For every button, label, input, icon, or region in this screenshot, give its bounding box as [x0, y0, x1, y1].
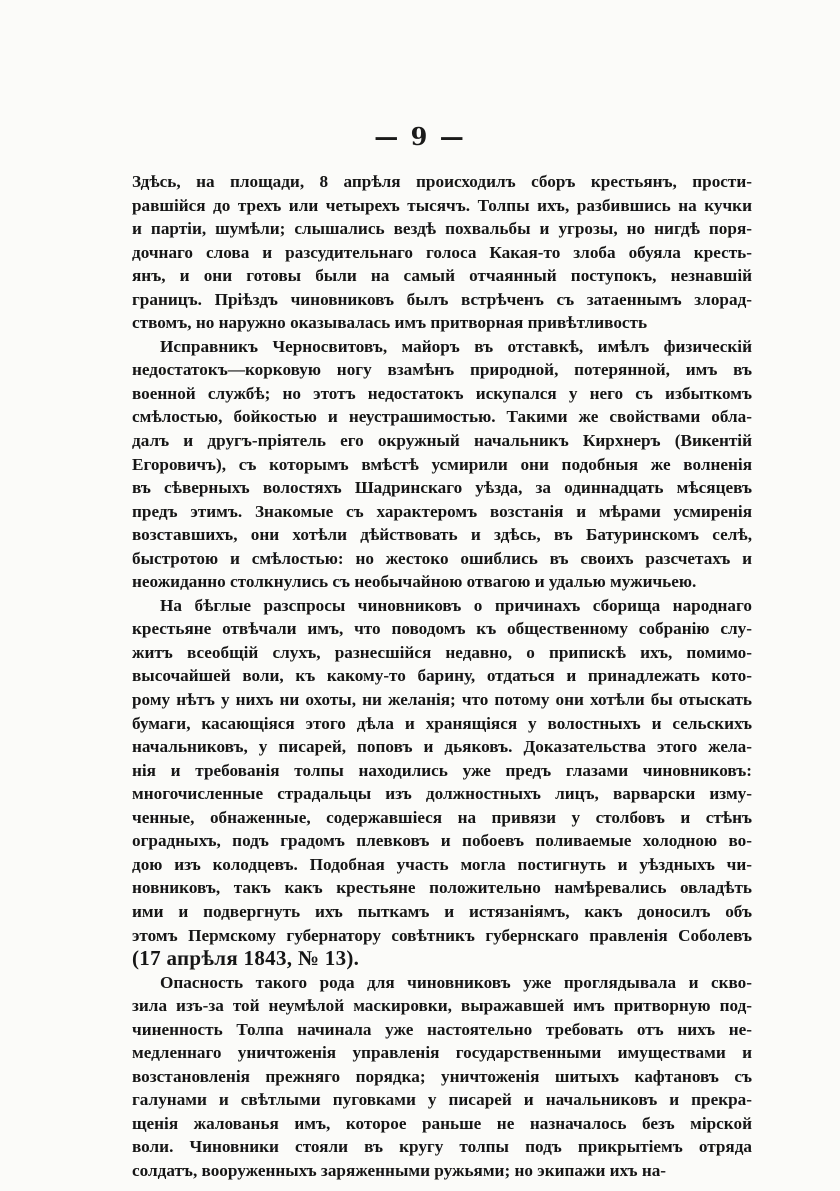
- text-line: военной службѣ; но этотъ недостатокъ искупался у него съ избыткомъ: [132, 383, 752, 403]
- text-line: солдатъ, вооруженныхъ заряженными ружьями; но экипажи ихъ на-: [132, 1160, 667, 1180]
- text-line: смѣлостью, бойкостью и неустрашимостью. Такими же свойствами обла-: [132, 407, 752, 427]
- text-line: новниковъ, такъ какъ крестьяне положительно намѣревались овладѣть: [132, 878, 752, 898]
- text-line: оградныхъ, подъ градомъ плевковъ и побоевъ поливаемые холодною во-: [132, 831, 752, 851]
- text-line: возстановленія прежняго порядка; уничтоженія шитыхъ кафтановъ съ: [132, 1066, 752, 1086]
- text-line: высочайшей воли, къ какому-то барину, отдаться и принадлежать кото-: [132, 666, 752, 686]
- text-line: Опасность такого рода для чиновниковъ уже проглядывала и скво-: [160, 972, 752, 992]
- text-line: янъ, и они готовы были на самый отчаянный поступокъ, незнавшій: [132, 266, 752, 286]
- text-line: далъ и другъ-пріятель его окружный начальникъ Кирхнеръ (Викентій: [132, 431, 752, 451]
- text-line: бумаги, касающіяся этого дѣла и хранящіяся у волостныхъ и сельскихъ: [132, 713, 752, 733]
- page-number: — 9 —: [374, 122, 466, 151]
- paragraph-3: [132, 594, 752, 971]
- date-reference: (17 апрѣля 1843, № 13).: [132, 946, 360, 971]
- text-line: въ сѣверныхъ волостяхъ Шадринскаго уѣзда, за одиннадцать мѣсяцевъ: [132, 478, 752, 498]
- text-line: и партіи, шумѣли; слышались вездѣ похвальбы и угрозы, но нигдѣ поря-: [132, 219, 752, 239]
- text-line: рому нѣтъ у нихъ ни охоты, ни желанія; что потому они хотѣли бы отыскать: [132, 690, 752, 710]
- text-line: этомъ Пермскому губернатору совѣтникъ губернскаго правленія Соболевъ: [132, 925, 752, 945]
- text-line: Исправникъ Черносвитовъ, майоръ въ отставкѣ, имѣлъ физическій: [160, 336, 752, 356]
- text-line: начальниковъ, у писарей, поповъ и дьяковъ. Доказательства этого жела-: [132, 737, 752, 757]
- text-line: быстротою и смѣлостью: но жестоко ошиблись въ своихъ разсчетахъ и: [132, 548, 752, 568]
- text-line: ствомъ, но наружно оказывалась имъ притворная привѣтливость: [132, 313, 648, 333]
- body-text: [132, 170, 752, 1183]
- text-line: границъ. Пріѣздъ чиновниковъ былъ встрѣченъ съ затаеннымъ злорад-: [132, 289, 752, 309]
- text-line: чиненность Толпа начинала уже настоятельно требовать отъ нихъ не-: [132, 1019, 752, 1039]
- text-line: равшійся до трехъ или четырехъ тысячъ. Толпы ихъ, разбившись на кучки: [132, 195, 752, 215]
- text-line: предъ этимъ. Знакомые съ характеромъ возстанія и мѣрами усмиренія: [132, 501, 752, 521]
- text-line: щенія жалованья имъ, которое раньше не назначалось безъ мірской: [132, 1113, 752, 1133]
- paragraph-2: [132, 335, 752, 594]
- text-line: дочнаго слова и разсудительнаго голоса Какая-то злоба обуяла кресть-: [132, 242, 752, 262]
- text-line: ими и подвергнуть ихъ пыткамъ и истязаніямъ, какъ доносилъ объ: [132, 901, 752, 921]
- text-line: возставшихъ, они хотѣли дѣйствовать и здѣсь, въ Батуринскомъ селѣ,: [132, 525, 752, 545]
- paragraph-1: [132, 170, 752, 335]
- text-line: Егоровичъ), съ которымъ вмѣстѣ усмирили они подобныя же волненія: [132, 454, 752, 474]
- text-line: Здѣсь, на площади, 8 апрѣля происходилъ сборъ крестьянъ, прости-: [132, 172, 752, 191]
- text-line: многочисленные страдальцы изъ должностныхъ лицъ, варварски изму-: [132, 784, 752, 804]
- text-line: неожиданно столкнулись съ необычайною отвагою и удалью мужичьею.: [132, 572, 697, 592]
- text-line: медленнаго уничтоженія управленія государственными имуществами и: [132, 1043, 752, 1063]
- text-line: недостатокъ—корковую ногу взамѣнъ природной, потерянной, имъ въ: [132, 360, 752, 380]
- text-line: ченные, обнаженные, содержавшіеся на привязи у столбовъ и стѣнъ: [132, 807, 752, 827]
- text-line: крестьяне отвѣчали имъ, что поводомъ къ общественному собранію слу-: [132, 619, 752, 639]
- text-line: житъ всеобщій слухъ, разнесшійся недавно, о припискѣ ихъ, помимо-: [132, 642, 752, 662]
- text-line: На бѣглые разспросы чиновниковъ о причинахъ сборища народнаго: [160, 595, 752, 615]
- text-line: галунами и свѣтлыми пуговками у писарей и начальниковъ и прекра-: [132, 1090, 752, 1110]
- paragraph-4: [132, 971, 752, 1183]
- text-line: воли. Чиновники стояли въ кругу толпы подъ прикрытіемъ отряда: [132, 1137, 752, 1157]
- text-line: зила изъ-за той неумѣлой маскировки, выражавшей имъ притворную под-: [132, 996, 752, 1016]
- text-line: нія и требованія толпы находились уже предъ глазами чиновниковъ:: [132, 760, 752, 780]
- text-line: дою изъ колодцевъ. Подобная участь могла постигнуть и уѣздныхъ чи-: [132, 854, 752, 874]
